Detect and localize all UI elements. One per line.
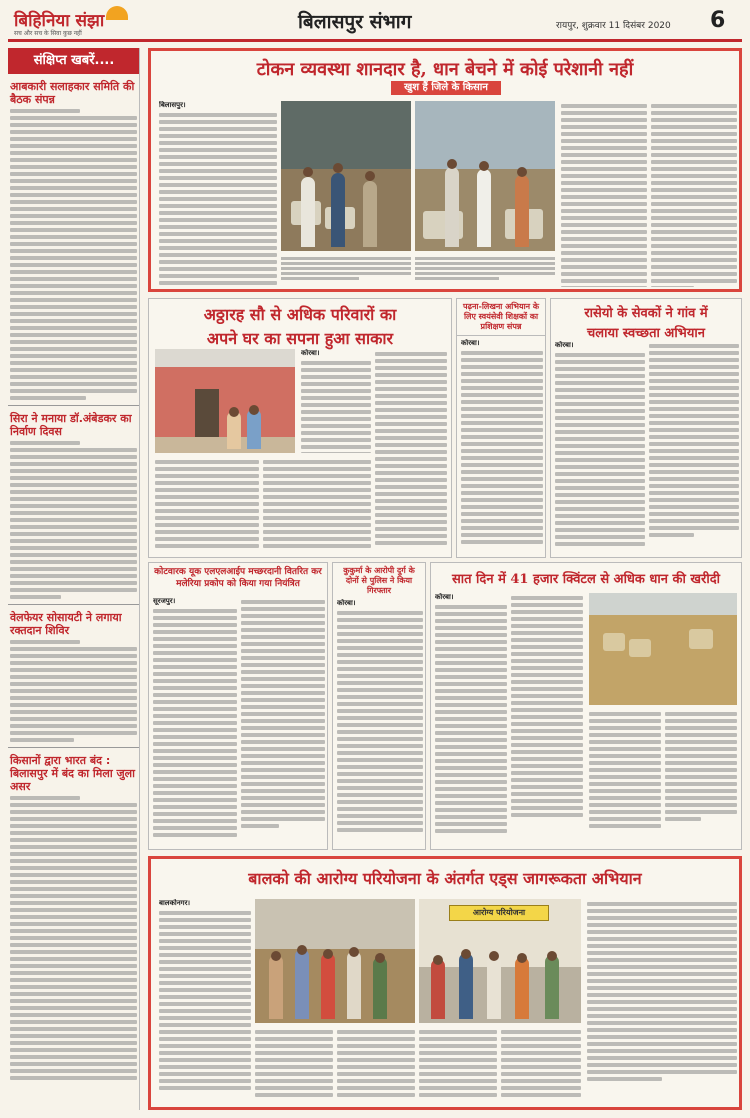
- arrest-headline[interactable]: कुकुर्मा के आरोपी दुर्ग के दोनों से पुलिस ने किया गिरफ्तार: [343, 566, 415, 595]
- paddy-col4: [665, 709, 737, 847]
- training-story: [456, 298, 546, 558]
- paddy-col3: [589, 709, 661, 847]
- cleanliness-col2: [649, 341, 739, 553]
- short-news-headline[interactable]: वेलफेयर सोसायटी ने लगाया रक्तदान शिविर: [10, 611, 122, 637]
- arrest-body: [337, 599, 423, 847]
- newspaper-logo[interactable]: [14, 8, 164, 38]
- aids-col1: [159, 899, 251, 1105]
- aids-photo-1: [255, 899, 415, 1023]
- masthead: [8, 6, 742, 42]
- story-dateline: बालकोनगर।: [159, 899, 191, 907]
- paddy-story: [430, 562, 742, 850]
- housing-story-col2: [375, 349, 447, 553]
- kotwar-col1: [153, 597, 237, 847]
- housing-story-col1: [301, 349, 371, 453]
- top-story-col1: [159, 101, 277, 287]
- training-story-body: [461, 339, 543, 553]
- cleanliness-story: [550, 298, 742, 558]
- issue-date: रायपुर, शुक्रवार 11 दिसंबर 2020: [556, 21, 671, 31]
- cleanliness-col1: [555, 341, 645, 553]
- short-news-headline[interactable]: सिरा ने मनाया डॉ.अंबेडकर का निर्वाण दिवस: [10, 412, 132, 438]
- top-story-col3: [561, 101, 647, 287]
- short-news-headline[interactable]: आबकारी सलाहकार समिति की बैठक संपन्न: [10, 80, 135, 106]
- aids-photo-2: [419, 899, 581, 1023]
- top-story-headline[interactable]: टोकन व्यवस्था शानदार है, धान बेचने में कोई परेशानी नहीं: [256, 59, 634, 80]
- aids-col2: [255, 1027, 333, 1105]
- aids-headline[interactable]: बालको की आरोग्य परियोजना के अंतर्गत एड्स जागरूकता अभियान: [248, 869, 642, 888]
- training-story-headline[interactable]: पढ़ना-लिखना अभियान के लिए स्वयंसेवी शिक्षकों का प्रशिक्षण संपन्न: [457, 299, 545, 336]
- farmers-photo-2: [415, 101, 555, 251]
- section-title: बिलासपुर संभाग: [298, 11, 412, 33]
- top-story: [148, 48, 742, 292]
- arrest-story: [332, 562, 426, 850]
- aids-col6: [587, 899, 737, 1105]
- housing-story-col4: [263, 457, 371, 553]
- story-dateline: सूरजपुर।: [153, 597, 176, 605]
- story-dateline: कोरबा।: [461, 339, 480, 347]
- top-story-subhead: खुश हैं जिले के किसान: [391, 81, 501, 95]
- housing-story-headline-2[interactable]: अपने घर का सपना हुआ साकार: [206, 329, 394, 348]
- paddy-headline[interactable]: सात दिन में 41 हजार क्विंटल से अधिक धान की खरीदी: [451, 572, 721, 587]
- paddy-heap-photo: [589, 593, 737, 705]
- logo-tagline: सच और सच के सिवा कुछ नहीं: [14, 30, 82, 37]
- photo-caption: [415, 255, 555, 289]
- logo-text: बिहिनिया संझा: [14, 11, 105, 31]
- aids-col4: [419, 1027, 497, 1105]
- paddy-col1: [435, 593, 507, 847]
- short-news-body: [10, 109, 137, 400]
- aids-story: [148, 856, 742, 1110]
- housing-story-headline-1[interactable]: अठ्ठारह सौ से अधिक परिवारों का: [203, 305, 397, 324]
- short-news-header: संक्षिप्त खबरें....: [8, 48, 140, 74]
- page-number: 6: [710, 8, 726, 33]
- story-dateline: बिलासपुर।: [159, 101, 186, 109]
- story-dateline: कोरबा।: [435, 593, 454, 601]
- kotwar-story: [148, 562, 328, 850]
- arogya-banner: आरोग्य परियोजना: [449, 905, 549, 921]
- housing-story-col3: [155, 457, 259, 553]
- cleanliness-headline-1[interactable]: रासेयो के सेवकों ने गांव में: [584, 306, 708, 321]
- short-news-body: [10, 796, 137, 1080]
- aids-col5: [501, 1027, 581, 1105]
- house-photo: [155, 349, 295, 453]
- kotwar-headline[interactable]: कोटवारक यूक एलएलआईप मच्छरदानी वितरित कर मलेरिया प्रकोप को किया गया नियंत्रित: [154, 567, 322, 589]
- housing-story: [148, 298, 452, 558]
- short-news-column: [8, 48, 140, 1110]
- top-story-col4: [651, 101, 737, 287]
- short-news-headline[interactable]: किसानों द्वारा भारत बंद : बिलासपुर में बंद का मिला जुला असर: [10, 754, 135, 793]
- story-dateline: कोरबा।: [555, 341, 574, 349]
- story-dateline: कोरबा।: [301, 349, 320, 357]
- short-news-body: [10, 441, 137, 599]
- farmers-photo-1: [281, 101, 411, 251]
- paddy-col2: [511, 593, 583, 847]
- photo-caption: [281, 255, 411, 289]
- sun-icon: [106, 6, 128, 20]
- aids-col3: [337, 1027, 415, 1105]
- story-dateline: कोरबा।: [337, 599, 356, 607]
- kotwar-col2: [241, 597, 325, 847]
- cleanliness-headline-2[interactable]: चलाया स्वच्छता अभियान: [587, 326, 705, 341]
- short-news-body: [10, 640, 137, 742]
